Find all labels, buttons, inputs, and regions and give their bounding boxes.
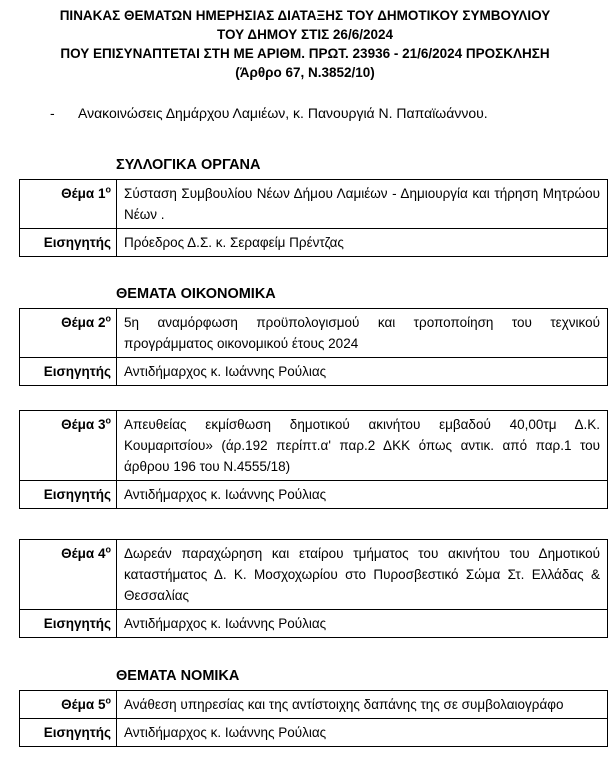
topic-table-2 (19, 308, 608, 386)
topic-word: Θέμα (61, 186, 95, 201)
topic-row (20, 411, 608, 481)
rapporteur-label: Εισηγητής (20, 719, 117, 747)
topic-number-cell (20, 691, 117, 719)
topic-number-cell (20, 180, 117, 229)
topic-description: Σύσταση Συμβουλίου Νέων Δήμου Λαμιέων - Δημιουργία και τήρηση Μητρώου Νέων . (117, 180, 608, 229)
rapporteur-name: Αντιδήμαρχος κ. Ιωάννης Ρούλιας (117, 481, 608, 509)
rapporteur-label: Εισηγητής (20, 229, 117, 257)
ordinal-mark: ο (105, 695, 111, 706)
ordinal-mark: ο (105, 313, 111, 324)
topic-number-cell (20, 309, 117, 358)
topic-row (20, 180, 608, 229)
rapporteur-name: Αντιδήμαρχος κ. Ιωάννης Ρούλιας (117, 610, 608, 638)
document-header (0, 6, 610, 82)
rapporteur-row (20, 229, 608, 257)
topic-row (20, 309, 608, 358)
topic-word: Θέμα (61, 417, 95, 432)
topic-description: Απευθείας εκμίσθωση δημοτικού ακινήτου εμβαδού 40,00τμ Δ.Κ. Κουμαριτσίου» (άρ.192 περίπτ.α' παρ.2 ΔΚΚ όπως αντικ. από παρ.1 του άρθρου 196 του Ν.4555/18) (117, 411, 608, 481)
topic-row (20, 540, 608, 610)
topic-description: Δωρεάν παραχώρηση και εταίρου τμήματος του ακινήτου του Δημοτικού καταστήματος Δ. Κ. Μοσχοχωρίου στο Πυροσβεστικό Σώμα Στ. Ελλάδας & Θεσσαλίας (117, 540, 608, 610)
header-line-2: ΤΟΥ ΔΗΜΟΥ ΣΤΙΣ 26/6/2024 (217, 27, 393, 42)
rapporteur-row (20, 358, 608, 386)
topic-number: 1 (97, 186, 106, 201)
section-title-financial: ΘΕΜΑΤΑ ΟΙΚΟΝΟΜΙΚΑ (116, 286, 276, 302)
announcement-text: Ανακοινώσεις Δημάρχου Λαμιέων, κ. Πανουργιά Ν. Παπαϊωάννου. (78, 105, 488, 121)
topic-number: 4 (97, 546, 106, 561)
rapporteur-row (20, 610, 608, 638)
rapporteur-label: Εισηγητής (20, 481, 117, 509)
rapporteur-name: Πρόεδρος Δ.Σ. κ. Σεραφείμ Πρέντζας (117, 229, 608, 257)
rapporteur-name: Αντιδήμαρχος κ. Ιωάννης Ρούλιας (117, 358, 608, 386)
topic-table-5 (19, 690, 608, 747)
ordinal-mark: ο (105, 415, 111, 426)
topic-number: 3 (97, 417, 106, 432)
topic-word: Θέμα (61, 546, 95, 561)
ordinal-mark: ο (105, 184, 111, 195)
announcement-bullet: - (50, 105, 55, 121)
rapporteur-row (20, 719, 608, 747)
topic-number-cell (20, 540, 117, 610)
section-title-collective: ΣΥΛΛΟΓΙΚΑ ΟΡΓΑΝΑ (116, 157, 261, 173)
header-line-4: (Άρθρο 67, Ν.3852/10) (235, 65, 375, 80)
rapporteur-label: Εισηγητής (20, 358, 117, 386)
announcement (50, 105, 488, 121)
topic-number: 5 (97, 697, 106, 712)
header-line-3: ΠΟΥ ΕΠΙΣΥΝΑΠΤΕΤΑΙ ΣΤΗ ΜΕ ΑΡΙΘΜ. ΠΡΩΤ. 23936 - 21/6/2024 ΠΡΟΣΚΛΗΣΗ (60, 46, 550, 61)
topic-table-1 (19, 179, 608, 257)
rapporteur-row (20, 481, 608, 509)
topic-word: Θέμα (61, 315, 95, 330)
section-title-legal: ΘΕΜΑΤΑ ΝΟΜΙΚΑ (116, 668, 240, 684)
rapporteur-label: Εισηγητής (20, 610, 117, 638)
header-line-1: ΠΙΝΑΚΑΣ ΘΕΜΑΤΩΝ ΗΜΕΡΗΣΙΑΣ ΔΙΑΤΑΞΗΣ ΤΟΥ ΔΗΜΟΤΙΚΟΥ ΣΥΜΒΟΥΛΙΟΥ (59, 8, 551, 23)
topic-number-cell (20, 411, 117, 481)
topic-description: Ανάθεση υπηρεσίας και της αντίστοιχης δαπάνης της σε συμβολαιογράφο (117, 691, 608, 719)
topic-description: 5η αναμόρφωση προϋπολογισμού και τροποποίηση του τεχνικού προγράμματος οικονομικού έτους 2024 (117, 309, 608, 358)
topic-table-4 (19, 539, 608, 638)
ordinal-mark: ο (105, 544, 111, 555)
rapporteur-name: Αντιδήμαρχος κ. Ιωάννης Ρούλιας (117, 719, 608, 747)
topic-row (20, 691, 608, 719)
topic-table-3 (19, 410, 608, 509)
topic-word: Θέμα (61, 697, 95, 712)
topic-number: 2 (97, 315, 106, 330)
